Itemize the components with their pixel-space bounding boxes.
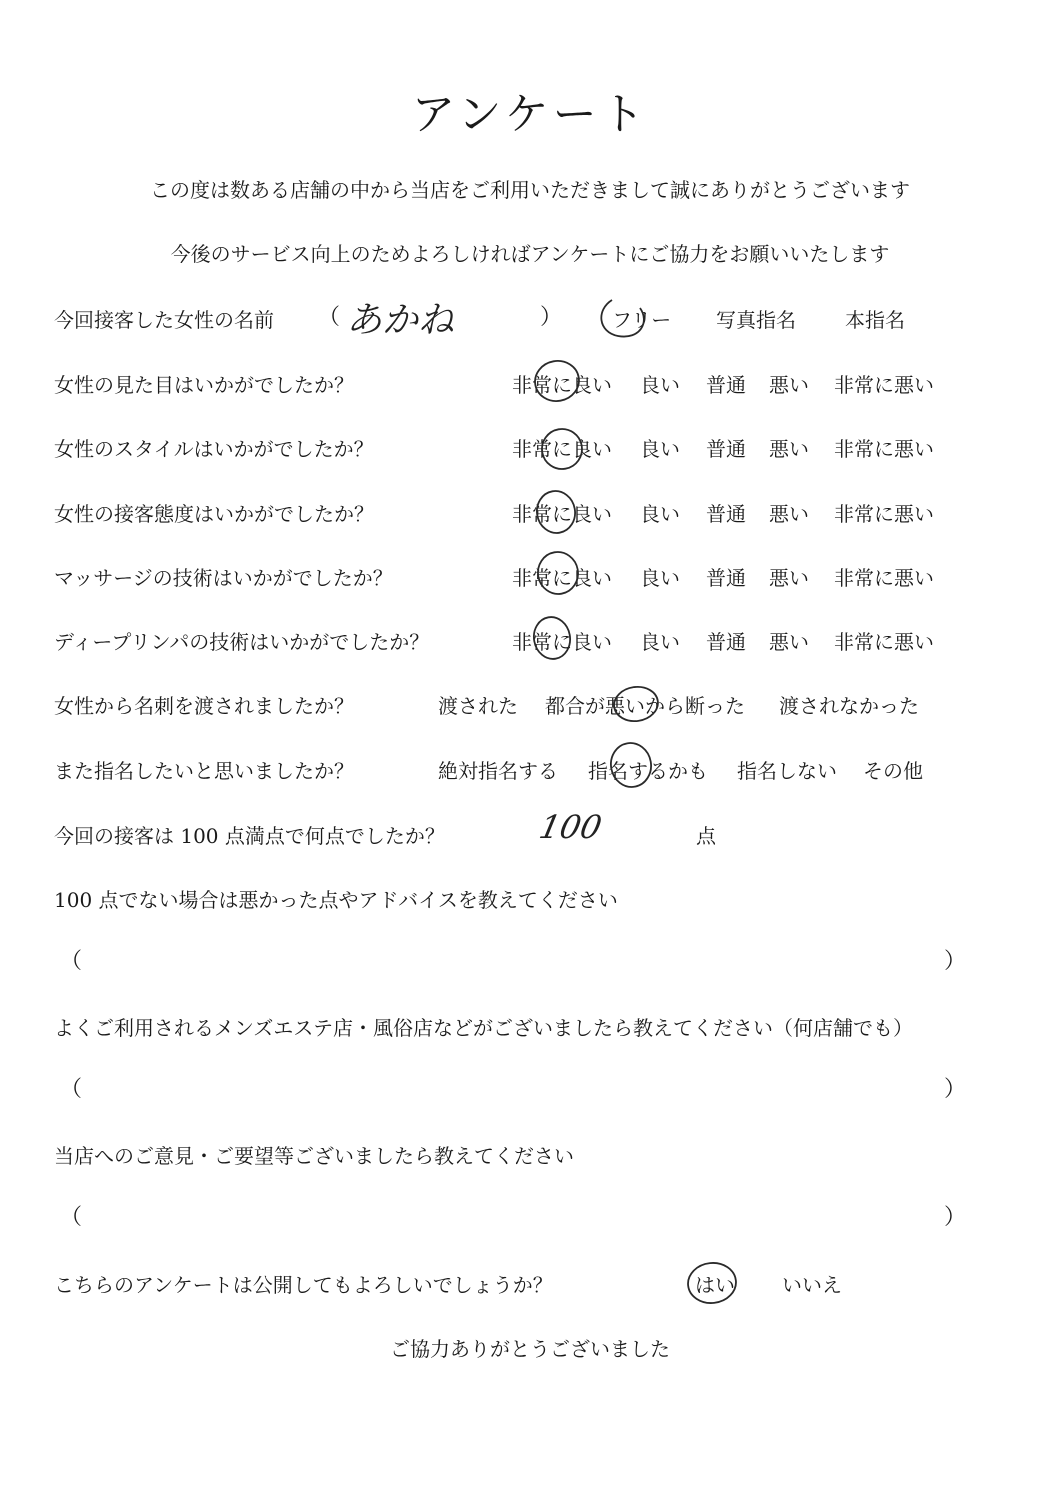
advice-close-paren: ） [944,949,967,974]
rating-2-option-1[interactable]: 非常に良い [512,437,612,461]
feedback-question: 当店へのご意見・ご要望等ございましたら教えてください [54,1144,574,1168]
name-open-paren: （ [318,305,341,330]
other-shops-close-paren: ） [944,1077,967,1102]
rating-5-option-2[interactable]: 良い [640,630,680,654]
card-option-received[interactable]: 渡された [438,694,518,718]
intro-line-2: 今後のサービス向上のためよろしければアンケートにご協力をお願いいたします [170,242,890,266]
rating-4-option-1[interactable]: 非常に良い [512,566,612,590]
rating-3-option-5[interactable]: 非常に悪い [834,502,934,526]
name-option-honshimei[interactable]: 本指名 [845,308,905,332]
feedback-open-paren: （ [60,1205,83,1230]
publish-question: こちらのアンケートは公開してもよろしいでしょうか？ [54,1273,553,1297]
rating-1-option-4[interactable]: 悪い [769,373,809,397]
card-option-not-received[interactable]: 渡されなかった [779,694,919,718]
rating-5-option-4[interactable]: 悪い [769,630,809,654]
publish-option-no[interactable]: いいえ [782,1273,842,1297]
name-option-free[interactable]: フリー [612,308,672,332]
other-shops-question: よくご利用されるメンズエステ店・風俗店などがございましたら教えてください（何店舗でも） [54,1016,913,1040]
feedback-answer-field[interactable] [90,1200,930,1230]
rating-5-option-1[interactable]: 非常に良い [512,630,612,654]
rating-question-3: 女性の接客態度はいかがでしたか？ [54,502,374,526]
rating-3-option-2[interactable]: 良い [640,502,680,526]
rating-2-option-2[interactable]: 良い [640,437,680,461]
rating-3-option-1[interactable]: 非常に良い [512,502,612,526]
rating-2-option-4[interactable]: 悪い [769,437,809,461]
rating-4-option-3[interactable]: 普通 [706,566,746,590]
other-shops-open-paren: （ [60,1077,83,1102]
other-shops-answer-field[interactable] [90,1072,930,1102]
advice-answer-field[interactable] [90,944,930,974]
card-question: 女性から名刺を渡されましたか？ [54,694,354,718]
intro-line-1: この度は数ある店舗の中から当店をご利用いただきまして誠にありがとうございます [150,178,910,202]
score-answer[interactable]: 100 [535,808,606,846]
rating-5-option-3[interactable]: 普通 [706,630,746,654]
rating-1-option-3[interactable]: 普通 [706,373,746,397]
name-question-label: 今回接客した女性の名前 [54,308,274,332]
rating-question-1: 女性の見た目はいかがでしたか？ [54,373,354,397]
rating-3-option-3[interactable]: 普通 [706,502,746,526]
rating-question-4: マッサージの技術はいかがでしたか？ [54,566,393,590]
rating-3-option-4[interactable]: 悪い [769,502,809,526]
rating-1-option-1[interactable]: 非常に良い [512,373,612,397]
again-option-definitely[interactable]: 絶対指名する [438,759,558,783]
score-unit: 点 [696,824,716,848]
again-option-maybe[interactable]: 指名するかも [588,759,708,783]
rating-1-option-5[interactable]: 非常に悪い [834,373,934,397]
rating-5-option-5[interactable]: 非常に悪い [834,630,934,654]
name-answer[interactable]: あかね [346,300,455,341]
rating-2-option-3[interactable]: 普通 [706,437,746,461]
name-option-photo[interactable]: 写真指名 [716,308,796,332]
closing-message: ご協力ありがとうございました [390,1337,670,1361]
rating-question-5: ディープリンパの技術はいかがでしたか？ [54,630,430,654]
feedback-close-paren: ） [944,1205,967,1230]
advice-open-paren: （ [60,949,83,974]
again-option-other[interactable]: その他 [863,759,923,783]
card-option-declined[interactable]: 都合が悪いから断った [545,694,745,718]
advice-question: 100 点でない場合は悪かった点やアドバイスを教えてください [54,888,618,912]
name-close-paren: ） [540,305,563,330]
rating-4-option-2[interactable]: 良い [640,566,680,590]
publish-option-yes[interactable]: はい [695,1273,735,1297]
rating-4-option-4[interactable]: 悪い [769,566,809,590]
score-question: 今回の接客は 100 点満点で何点でしたか？ [54,824,445,848]
again-option-no[interactable]: 指名しない [737,759,837,783]
again-question: また指名したいと思いましたか？ [54,759,354,783]
rating-1-option-2[interactable]: 良い [640,373,680,397]
rating-question-2: 女性のスタイルはいかがでしたか？ [54,437,374,461]
rating-2-option-5[interactable]: 非常に悪い [834,437,934,461]
page-title: アンケート [411,89,649,140]
rating-4-option-5[interactable]: 非常に悪い [834,566,934,590]
